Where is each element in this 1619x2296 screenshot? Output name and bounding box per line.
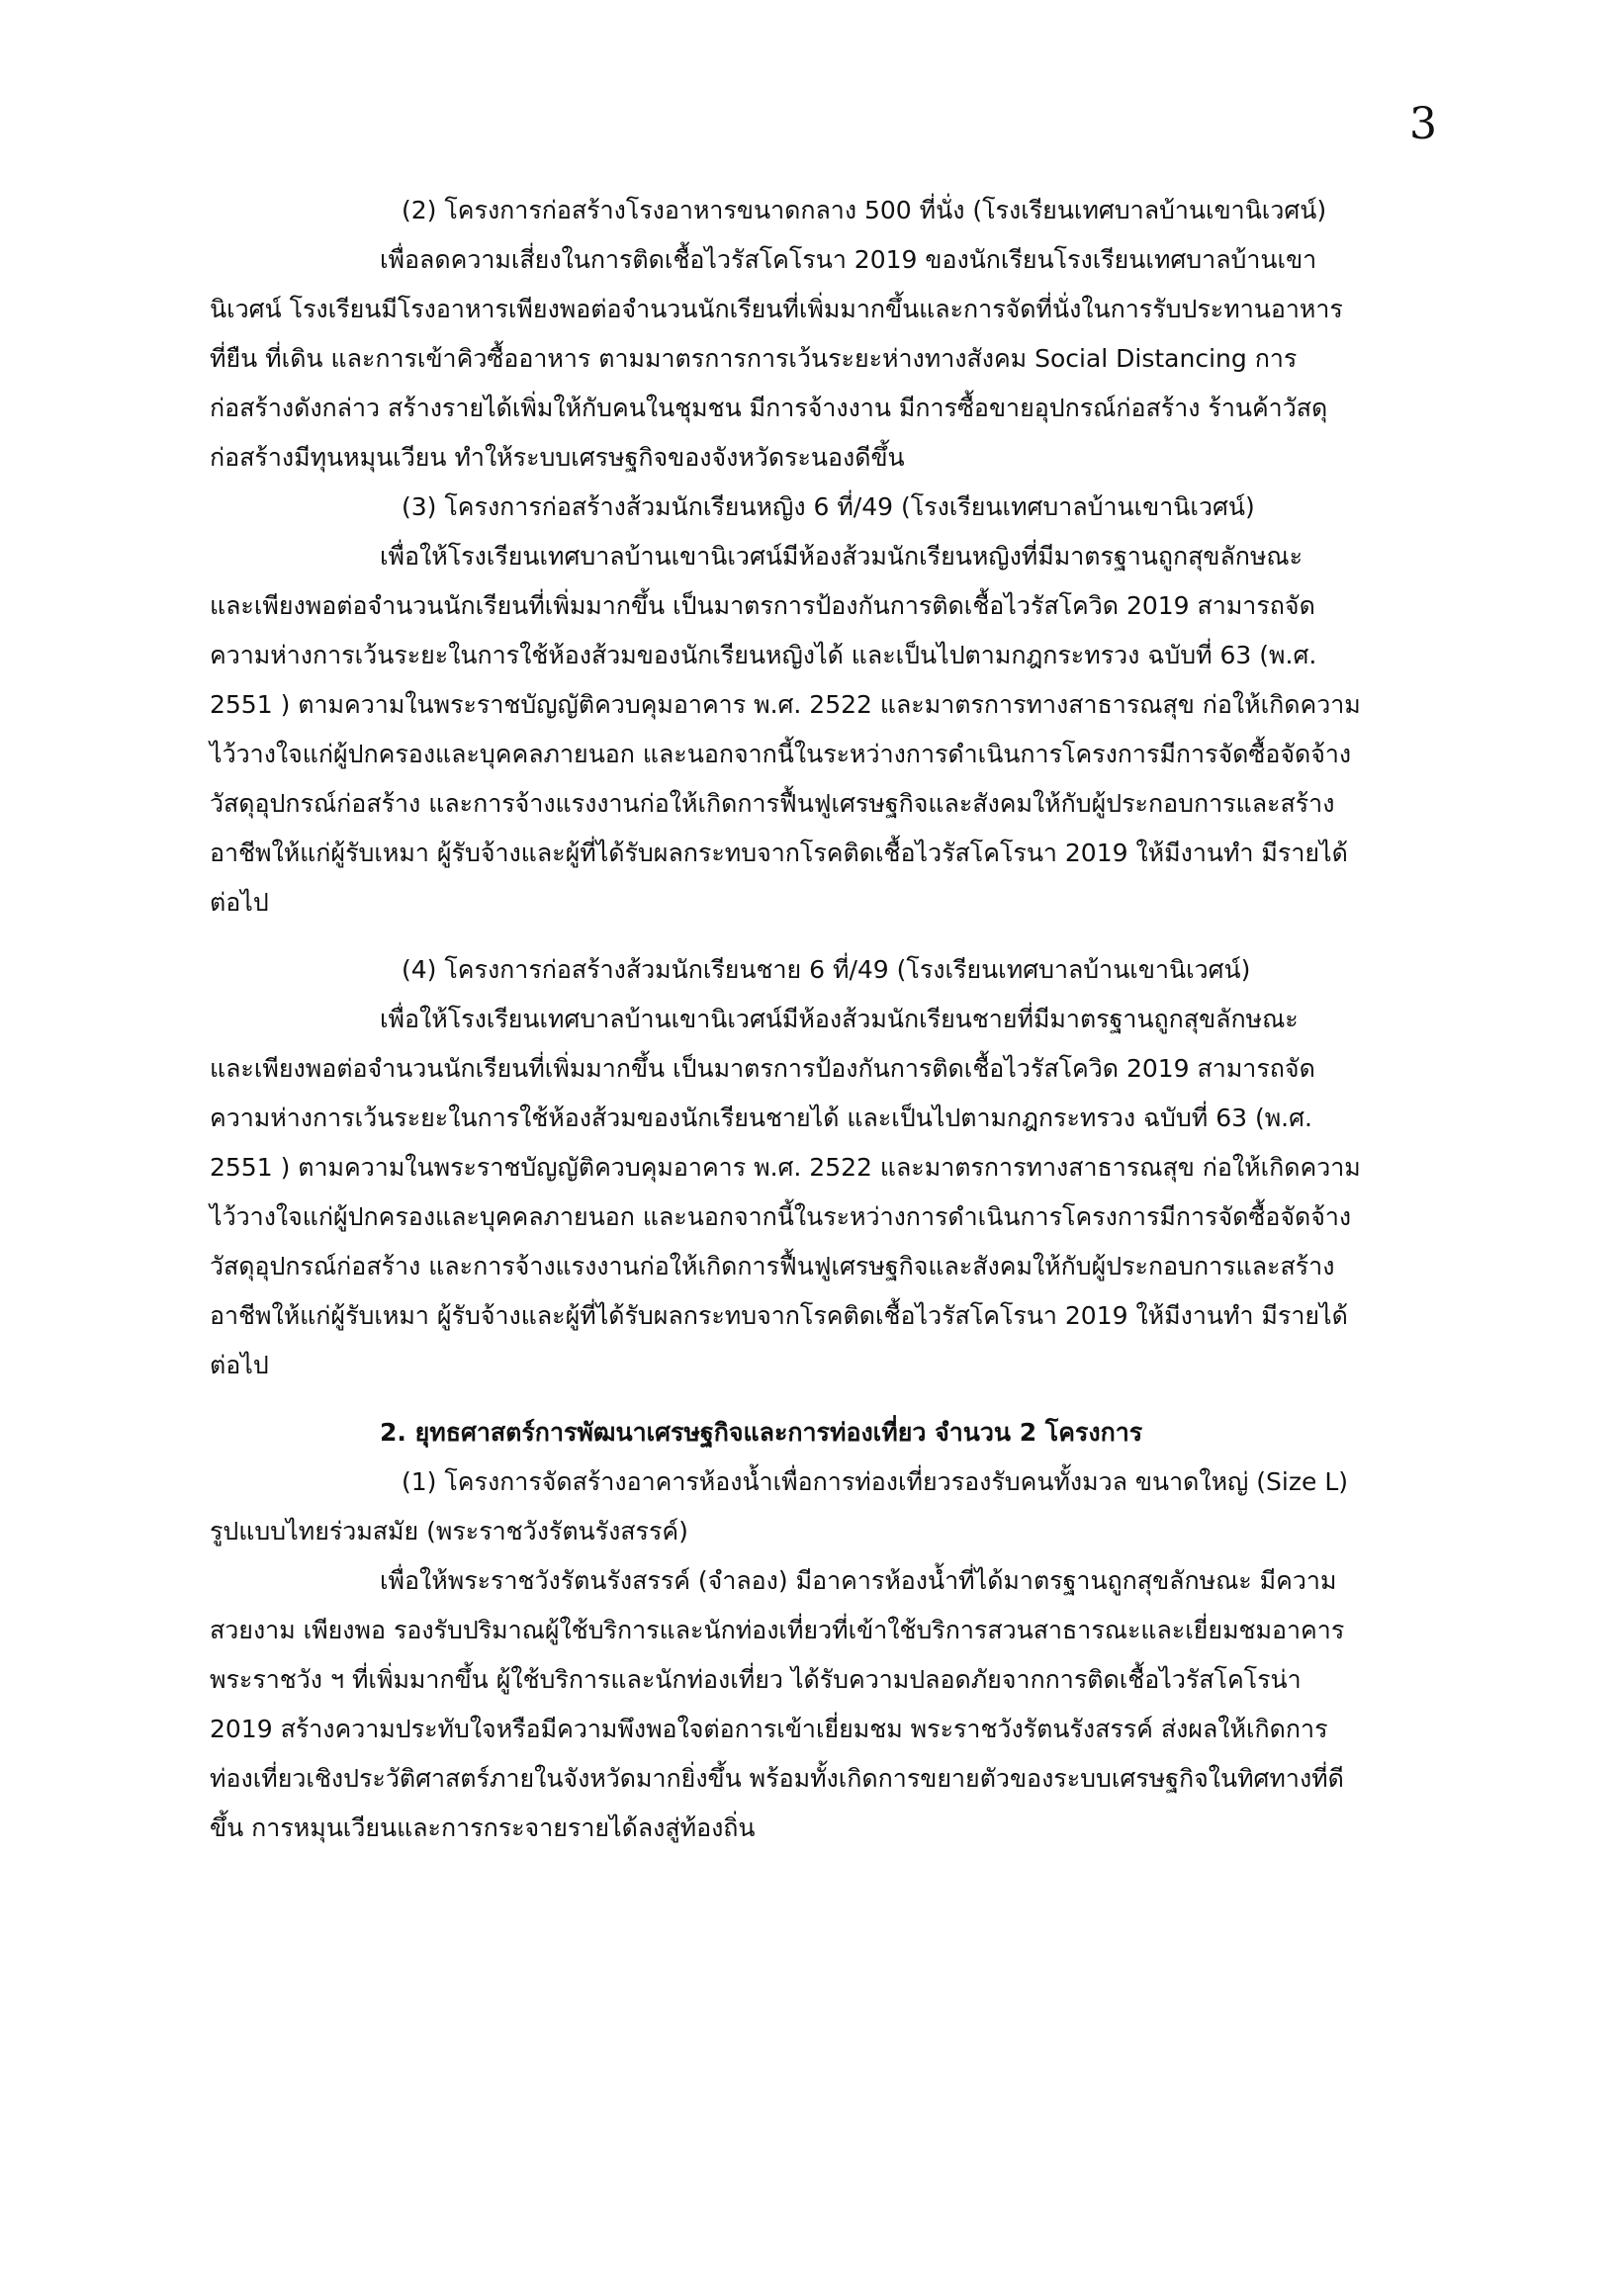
paragraph-line: และเพียงพอต่อจำนวนนักเรียนที่เพิ่มมากขึ้น เป็นมาตรการป้องกันการติดเชื้อไวรัสโควิด 2019 สามารถจัด	[210, 1054, 1315, 1083]
item-title-restroom: (1) โครงการจัดสร้างอาคารห้องน้ำเพื่อการท่องเที่ยวรองรับคนทั้งมวล ขนาดใหญ่ (Size L)	[402, 1467, 1349, 1496]
paragraph-line: พระราชวัง ฯ ที่เพิ่มมากขึ้น ผู้ใช้บริการและนักท่องเที่ยว ได้รับความปลอดภัยจากการติดเชื้อไวรัสโคโรน่า	[210, 1665, 1302, 1694]
paragraph-line: วัสดุอุปกรณ์ก่อสร้าง และการจ้างแรงงานก่อให้เกิดการฟื้นฟูเศรษฐกิจและสังคมให้กับผู้ประกอบการและสร้าง	[210, 1252, 1335, 1280]
paragraph-line: และเพียงพอต่อจำนวนนักเรียนที่เพิ่มมากขึ้น เป็นมาตรการป้องกันการติดเชื้อไวรัสโควิด 2019 สามารถจัด	[210, 591, 1315, 620]
paragraph-line: รูปแบบไทยร่วมสมัย (พระราชวังรัตนรังสรรค์)	[210, 1517, 688, 1545]
paragraph-line: ไว้วางใจแก่ผู้ปกครองและบุคคลภายนอก และนอกจากนี้ในระหว่างการดำเนินการโครงการมีการจัดซื้อจัดจ้าง	[210, 1202, 1352, 1231]
paragraph-line: อาชีพให้แก่ผู้รับเหมา ผู้รับจ้างและผู้ที่ได้รับผลกระทบจากโรคติดเชื้อไวรัสโคโรนา 2019 ให้มีงานทำ มีรายได้	[210, 839, 1348, 867]
paragraph-line: วัสดุอุปกรณ์ก่อสร้าง และการจ้างแรงงานก่อให้เกิดการฟื้นฟูเศรษฐกิจและสังคมให้กับผู้ประกอบการและสร้าง	[210, 789, 1335, 818]
paragraph-line: ก่อสร้างมีทุนหมุนเวียน ทำให้ระบบเศรษฐกิจของจังหวัดระนองดีขึ้น	[210, 443, 905, 472]
paragraph-line: ต่อไป	[210, 1351, 269, 1379]
page-number: 3	[1409, 99, 1437, 149]
section-heading: 2. ยุทธศาสตร์การพัฒนาเศรษฐกิจและการท่องเที่ยว จำนวน 2 โครงการ	[380, 1418, 1143, 1447]
paragraph-line: ต่อไป	[210, 888, 269, 917]
paragraph-line: ที่ยืน ที่เดิน และการเข้าคิวซื้ออาหาร ตามมาตรการการเว้นระยะห่างทางสังคม Social Distancing การ	[210, 344, 1298, 373]
paragraph-line: ไว้วางใจแก่ผู้ปกครองและบุคคลภายนอก และนอกจากนี้ในระหว่างการดำเนินการโครงการมีการจัดซื้อจัดจ้าง	[210, 740, 1352, 768]
paragraph-line: ท่องเที่ยวเชิงประวัติศาสตร์ภายในจังหวัดมากยิ่งขึ้น พร้อมทั้งเกิดการขยายตัวของระบบเศรษฐกิจในทิศทางที่ดี	[210, 1764, 1344, 1793]
paragraph-line: ขึ้น การหมุนเวียนและการกระจายรายได้ลงสู่ท้องถิ่น	[210, 1813, 756, 1842]
item-title-girls-toilet: (3) โครงการก่อสร้างส้วมนักเรียนหญิง 6 ที่/49 (โรงเรียนเทศบาลบ้านเขานิเวศน์)	[402, 492, 1255, 521]
paragraph-line: เพื่อให้พระราชวังรัตนรังสรรค์ (จำลอง) มีอาคารห้องน้ำที่ได้มาตรฐานถูกสุขลักษณะ มีความ	[380, 1566, 1337, 1595]
paragraph-line: เพื่อให้โรงเรียนเทศบาลบ้านเขานิเวศน์มีห้องส้วมนักเรียนชายที่มีมาตรฐานถูกสุขลักษณะ	[380, 1005, 1299, 1033]
paragraph-line: อาชีพให้แก่ผู้รับเหมา ผู้รับจ้างและผู้ที่ได้รับผลกระทบจากโรคติดเชื้อไวรัสโคโรนา 2019 ให้มีงานทำ มีรายได้	[210, 1301, 1348, 1330]
paragraph-line: 2551 ) ตามความในพระราชบัญญัติควบคุมอาคาร พ.ศ. 2522 และมาตรการทางสาธารณสุข ก่อให้เกิดความ	[210, 690, 1361, 719]
paragraph-line: เพื่อลดความเสี่ยงในการติดเชื้อไวรัสโคโรนา 2019 ของนักเรียนโรงเรียนเทศบาลบ้านเขา	[380, 245, 1317, 274]
item-title-canteen: (2) โครงการก่อสร้างโรงอาหารขนาดกลาง 500 ที่นั่ง (โรงเรียนเทศบาลบ้านเขานิเวศน์)	[402, 196, 1327, 224]
paragraph-line: นิเวศน์ โรงเรียนมีโรงอาหารเพียงพอต่อจำนวนนักเรียนที่เพิ่มมากขึ้นและการจัดที่นั่งในการรับประทานอาหาร	[210, 295, 1343, 323]
paragraph-line: ความห่างการเว้นระยะในการใช้ห้องส้วมของนักเรียนหญิงได้ และเป็นไปตามกฎกระทรวง ฉบับที่ 63 (พ.ศ.	[210, 641, 1317, 669]
paragraph-line: สวยงาม เพียงพอ รองรับปริมาณผู้ใช้บริการและนักท่องเที่ยวที่เข้าใช้บริการสวนสาธารณะและเยี่ยมชมอาคาร	[210, 1616, 1345, 1644]
paragraph-line: เพื่อให้โรงเรียนเทศบาลบ้านเขานิเวศน์มีห้องส้วมนักเรียนหญิงที่มีมาตรฐานถูกสุขลักษณะ	[380, 542, 1304, 571]
item-title-boys-toilet: (4) โครงการก่อสร้างส้วมนักเรียนชาย 6 ที่/49 (โรงเรียนเทศบาลบ้านเขานิเวศน์)	[402, 955, 1251, 984]
paragraph-line: 2019 สร้างความประทับใจหรือมีความพึงพอใจต่อการเข้าเยี่ยมชม พระราชวังรัตนรังสรรค์ ส่งผลให้เกิดการ	[210, 1715, 1328, 1743]
document-body	[210, 186, 1458, 1853]
paragraph-line: 2551 ) ตามความในพระราชบัญญัติควบคุมอาคาร พ.ศ. 2522 และมาตรการทางสาธารณสุข ก่อให้เกิดความ	[210, 1153, 1361, 1182]
paragraph-line: ก่อสร้างดังกล่าว สร้างรายได้เพิ่มให้กับคนในชุมชน มีการจ้างงาน มีการซื้อขายอุปกรณ์ก่อสร้าง ร้านค้าวัสดุ	[210, 394, 1328, 422]
paragraph-line: ความห่างการเว้นระยะในการใช้ห้องส้วมของนักเรียนชายได้ และเป็นไปตามกฎกระทรวง ฉบับที่ 63 (พ.ศ.	[210, 1104, 1312, 1132]
